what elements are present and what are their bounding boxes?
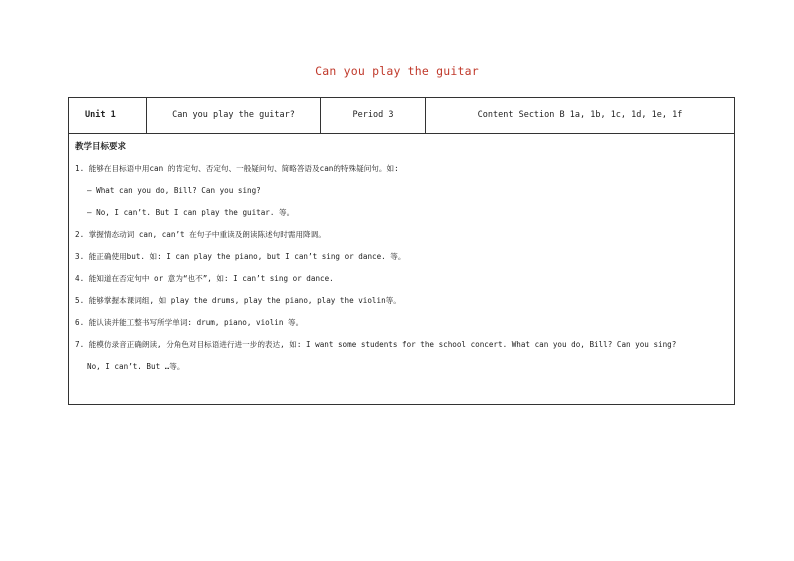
- example-line: No, I can’t. But …等。: [87, 362, 185, 371]
- objective-line: 6. 能认读并能工整书写所学单词: drum, piano, violin 等。: [75, 318, 304, 327]
- objective-line: 1. 能够在目标语中用can 的肯定句、否定句、一般疑问句、简略答语及can的特殊疑问句。如:: [75, 164, 399, 173]
- table-header-row: [69, 98, 734, 134]
- objective-line: 5. 能够掌握本课词组, 如 play the drums, play the piano, play the violin等。: [75, 296, 401, 305]
- objective-line: 2. 掌握情态动词 can, can’t 在句子中重读及朗读陈述句时需用降调。: [75, 230, 326, 239]
- objective-line: 3. 能正确使用but. 如: I can play the piano, but I can’t sing or dance. 等。: [75, 252, 406, 261]
- objective-line: 7. 能模仿录音正确朗读, 分角色对目标语进行进一步的表达, 如: I want some students for the school concert. What can you do, Bill? Can you sing?: [75, 340, 677, 349]
- lesson-plan-table: [68, 97, 735, 405]
- example-line: — What can you do, Bill? Can you sing?: [87, 186, 261, 195]
- period-cell: Period 3: [321, 98, 426, 133]
- section-heading: 教学目标要求: [75, 142, 127, 152]
- document-title: Can you play the guitar: [315, 64, 479, 78]
- content-cell: Content Section B 1a, 1b, 1c, 1d, 1e, 1f: [477, 110, 683, 120]
- topic-cell: Can you play the guitar?: [147, 98, 321, 133]
- objective-line: 4. 能知道在否定句中 or 意为“也不”, 如: I can’t sing or dance.: [75, 274, 334, 283]
- objectives-section: [75, 142, 731, 383]
- unit-cell: Unit 1: [69, 98, 147, 133]
- example-line: — No, I can’t. But I can play the guitar. 等。: [87, 208, 295, 217]
